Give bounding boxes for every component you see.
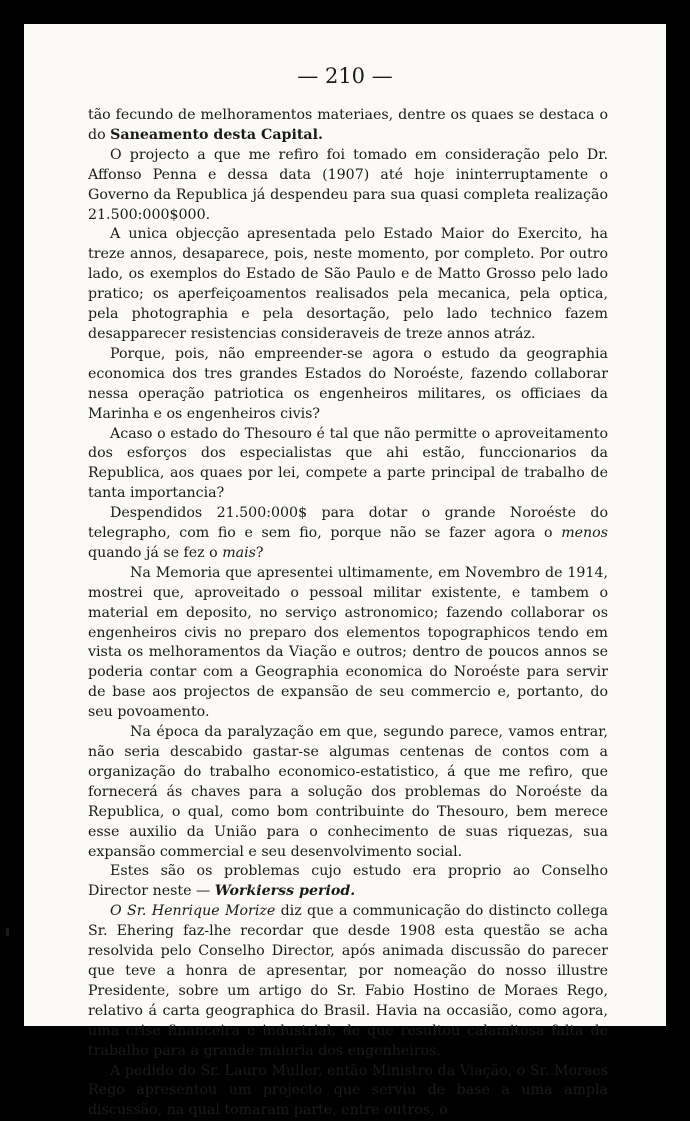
saneamento-heading: Saneamento desta Capital. — [110, 127, 323, 143]
paragraph-10 — [88, 902, 608, 1061]
document-page — [24, 24, 666, 1026]
paragraph-1 — [88, 106, 608, 146]
paragraph-6-middle: quando já se fez o — [88, 545, 222, 561]
paragraph-4: Porque, pois, não empreender-se agora o estudo da geographia economica dos tres grandes Estados do Noroéste, fazendo collaborar nessa operação patriotica os engenheiros militares, os officiaes da Marinha e os engenheiros civis? — [88, 345, 608, 425]
paragraph-3: A unica objecção apresentada pelo Estado Maior do Exercito, ha treze annos, desaparece, pois, neste momento, por completo. Por outro lado, os exemplos do Estado de São Paulo e de Matto Grosso pelo lado pratico; os aperfeiçoamentos realisados pela mecanica, pela optica, pela photographia e pela desortação, pelo lado technico fazem desapparecer resistencias consideraveis de treze annos atráz. — [88, 225, 608, 344]
paragraph-5: Acaso o estado do Thesouro é tal que não permitte o aproveitamento dos esforços dos especialistas que ahi estão, funccionarios da Republica, aos quaes por lei, compete a parte principal de trabalho de tanta importancia? — [88, 425, 608, 505]
paragraph-9 — [88, 862, 608, 902]
paragraph-10-text: diz que a communicação do distincto collega Sr. Ehering faz-lhe recordar que desde 1908 esta questão se acha resolvida pelo Conselho Director, após animada discussão do parecer que teve a honra de apresentar, por nomeação do nosso illustre Presidente, sobre um artigo do Sr. Fabio Hostino de Moraes Rego, relativo á carta geographica do Brasil. Havia na occasião, como agora, uma crise financeira e industrial, de que resultou calamitosa falta de trabalho para a grande maioria dos engenheiros. — [88, 903, 608, 1058]
paragraph-2: O projecto a que me refiro foi tomado em consideração pelo Dr. Affonso Penna e dessa data (1907) até hoje ininterruptamente o Governo da Republica já despendeu para sua quasi completa realização 21.500:000$000. — [88, 146, 608, 226]
scan-mark — [6, 928, 9, 936]
paragraph-6 — [88, 504, 608, 564]
paragraph-6-mais: mais — [222, 545, 256, 561]
page-number: — 210 — — [24, 64, 666, 88]
paragraph-6-before: Despendidos 21.500:000$ para dotar o grande Noroéste do telegrapho, com fio e sem fio, porque não se fazer agora o — [88, 505, 608, 541]
workierss-period: Workierss period. — [215, 883, 355, 899]
body-text — [88, 106, 608, 1121]
paragraph-6-menos: menos — [561, 525, 608, 541]
paragraph-1-text: tão fecundo de melhoramentos materiaes, dentre os quaes se destaca o do — [88, 107, 608, 143]
paragraph-8: Na época da paralyzação em que, segundo parece, vamos entrar, não seria descabido gastar-se algumas centenas de contos com a organização do trabalho economico-estatistico, á que me refiro, que fornecerá ás chaves para a solução dos problemas do Noroéste da Republica, o qual, como bom contribuinte do Thesouro, bem merece esse auxilio da União para o conhecimento de suas riquezas, sua expansão commercial e seu desenvolvimento social. — [88, 723, 608, 862]
paragraph-7: Na Memoria que apresentei ultimamente, em Novembro de 1914, mostrei que, aproveitado o pessoal militar existente, e tambem o material em deposito, no serviço astronomico; fazendo collaborar os engenheiros civis no preparo dos elementos topographicos tendo em vista os melhoramentos da Viação e outros; dentro de poucos annos se poderia contar com a Geographia economica do Noroéste para servir de base aos projectos de expansão de seu commercio e, portanto, do seu povoamento. — [88, 564, 608, 723]
paragraph-11: A pedido do Sr. Lauro Muller, então Ministro da Viação, o Sr. Moraes Rego apresentou um projecto que serviu de base a uma ampla discussão, na qual tomaram parte, entre outros, o — [88, 1062, 608, 1121]
paragraph-9-text: Estes são os problemas cujo estudo era proprio ao Conselho Director neste — — [88, 863, 608, 899]
speaker-name: O Sr. Henrique Morize — [110, 903, 275, 919]
paragraph-6-after: ? — [256, 545, 264, 561]
